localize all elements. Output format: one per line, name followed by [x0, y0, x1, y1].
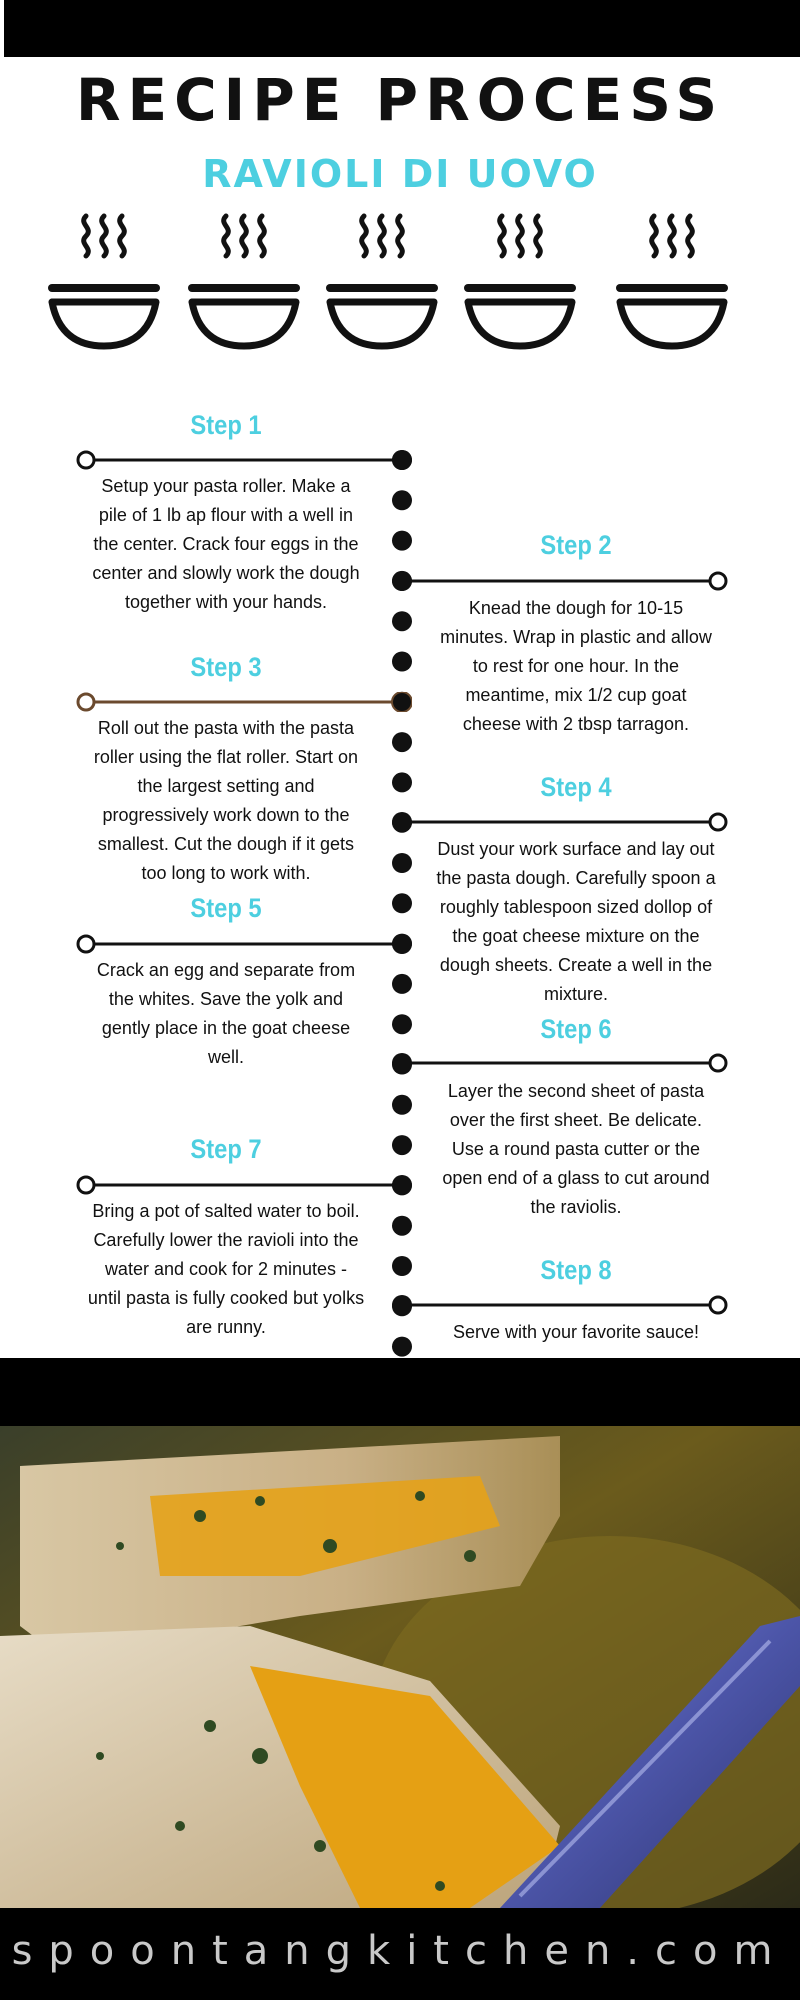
- spine-dot: [392, 853, 412, 873]
- step-5-connector: [76, 934, 412, 954]
- spine-dot: [392, 772, 412, 792]
- spine-dot: [392, 652, 412, 672]
- steaming-bowl-icon: [46, 210, 162, 350]
- step-4-connector: [392, 812, 728, 832]
- step-8-connector: [392, 1295, 728, 1315]
- spine-dot: [392, 531, 412, 551]
- spine-dot: [392, 1256, 412, 1276]
- spine-dot: [392, 1095, 412, 1115]
- step-6-text: Layer the second sheet of pasta over the first sheet. Be delicate. Use a round pasta cutter or the open end of a glass to cut around the raviolis.: [442, 1081, 710, 1217]
- step-2-text: Knead the dough for 10-15 minutes. Wrap in plastic and allow to rest for one hour. In the meantime, mix 1/2 cup goat cheese with 2 tbsp tarragon.: [440, 598, 712, 734]
- steaming-bowl-icon: [186, 210, 302, 350]
- step-5-title: Step 5: [190, 893, 262, 923]
- step-2-title: Step 2: [540, 530, 612, 560]
- step-2-connector: [392, 571, 728, 591]
- step-8-title: Step 8: [540, 1255, 612, 1285]
- step-1-text: Setup your pasta roller. Make a pile of 1 lb ap flour with a well in the center. Crack four eggs in the center and slowly work the dough together with your hands.: [92, 476, 360, 612]
- website-url: spoontangkitchen.com: [11, 1928, 789, 1974]
- step-7-connector: [76, 1175, 412, 1195]
- step-3-title: Step 3: [190, 652, 262, 682]
- step-5-text: Crack an egg and separate from the whites. Save the yolk and gently place in the goat cheese well.: [96, 960, 356, 1067]
- spine-dot: [392, 490, 412, 510]
- spine-dot: [392, 974, 412, 994]
- page-title: RECIPE PROCESS: [75, 66, 725, 134]
- step-1-title: Step 1: [190, 410, 262, 440]
- photo-top-black-bar: [0, 1358, 800, 1428]
- step-3-text: Roll out the pasta with the pasta roller using the flat roller. Start on the largest setting and progressively work down to the smallest. Cut the dough if it gets too long to work with.: [93, 718, 359, 883]
- steaming-bowl-icon: [614, 210, 730, 350]
- spine-dot: [392, 1135, 412, 1155]
- step-4-title: Step 4: [540, 772, 612, 802]
- steaming-bowl-icon: [324, 210, 440, 350]
- step-8-text: Serve with your favorite sauce!: [452, 1322, 700, 1342]
- step-4-text: Dust your work surface and lay out the pasta dough. Carefully spoon a roughly tablespoon sized dollop of the goat cheese mixture on the dough sheets. Create a well in the mixture.: [436, 839, 716, 1004]
- step-3-connector: [76, 692, 412, 712]
- spine-dot: [392, 893, 412, 913]
- spine-dot: [392, 1216, 412, 1236]
- recipe-name: RAVIOLI DI UOVO: [202, 152, 598, 196]
- step-6-connector: [392, 1053, 728, 1073]
- step-7-title: Step 7: [190, 1134, 262, 1164]
- spine-dot: [392, 1014, 412, 1034]
- spine-dot: [392, 611, 412, 631]
- spine-dot: [392, 1337, 412, 1357]
- steaming-bowl-icon: [462, 210, 578, 350]
- step-7-text: Bring a pot of salted water to boil. Carefully lower the ravioli into the water and cook for 2 minutes - until pasta is fully cooked but yolks are runny.: [87, 1201, 365, 1337]
- step-1-connector: [76, 450, 412, 470]
- spine-dot: [392, 732, 412, 752]
- step-6-title: Step 6: [540, 1014, 612, 1044]
- top-black-bar: [4, 0, 800, 57]
- ravioli-photo: [0, 1426, 800, 1908]
